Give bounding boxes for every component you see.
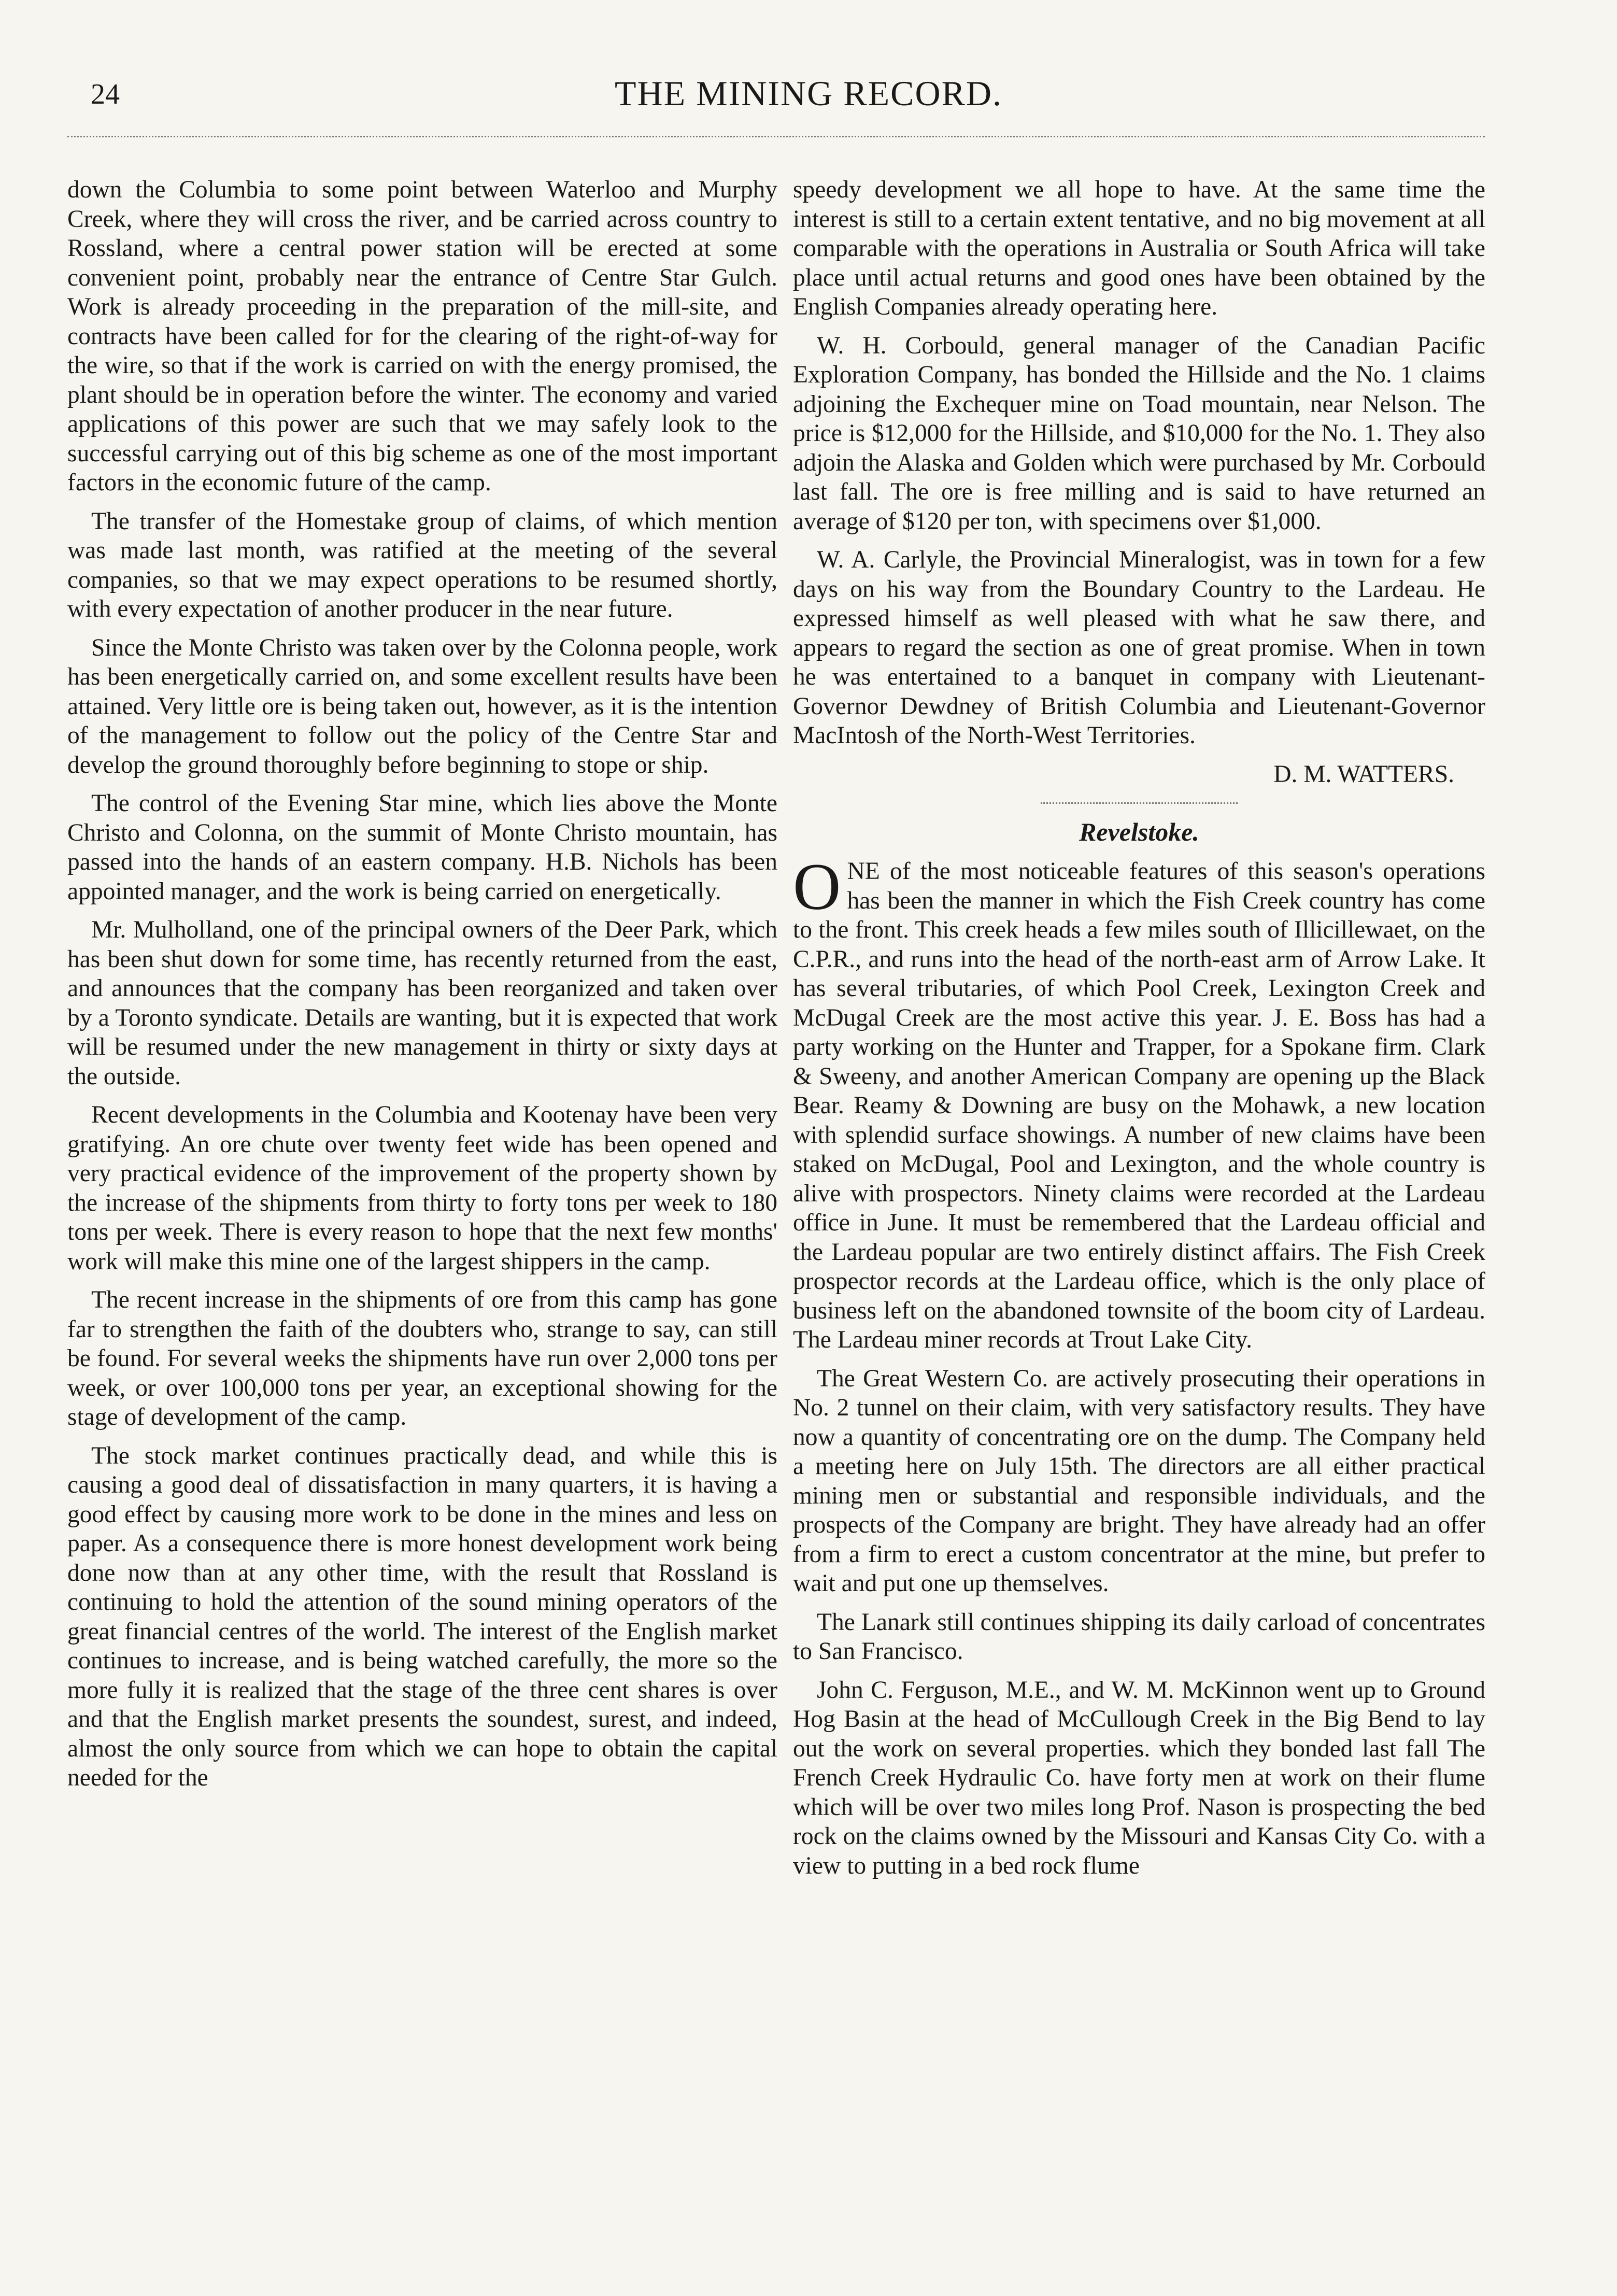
paragraph: The Great Western Co. are actively prosecuting their operations in No. 2 tunnel on their claim, with very satisfactory results. They have now a quantity of concentrating ore on the dump. The Company held a meeting here on July 15th. The directors are all either practical mining men or substantial and responsible individuals, and the prospects of the Company are bright. They have already had an offer from a firm to erect a custom concentrator at the mine, but prefer to wait and put one up themselves. bbox=[793, 1365, 1485, 1597]
lead-paragraph bbox=[793, 850, 1485, 1355]
right-column bbox=[793, 175, 1485, 1890]
paragraph: down the Columbia to some point between Waterloo and Murphy Creek, where they will cross the river, and be carried across country to Rossland, where a central power station will be erected at some convenient point, probably near the entrance of Centre Star Gulch. Work is already proceeding in the preparation of the mill-site, and contracts have been called for for the clearing of the right-of-way for the wire, so that if the work is carried on with the energy promised, the plant should be in operation before the winter. The economy and varied applications of this power are such that we may safely look to the successful carrying out of this big scheme as one of the most important factors in the economic future of the camp. bbox=[67, 176, 777, 496]
paragraph: W. A. Carlyle, the Provincial Mineralogist, was in town for a few days on his way from the Boundary Country to the Lardeau. He expressed himself as well pleased with what he saw there, and appears to regard the section as one of great promise. When in town he was entertained to a banquet in company with Lieutenant-Governor Dewdney of British Columbia and Lieutenant-Governor MacIntosh of the North-West Territories. bbox=[793, 546, 1485, 749]
lead-text: of the most noticeable features of this season's operations has been the manner in which the Fish Creek country has come to the front. This creek heads a few miles south of Illicillewaet, on the C.P.R., and runs into the head of the north-east arm of Arrow Lake. It has several tributaries, of which Pool Creek, Lexington Creek and McDugal Creek are the most active this year. J. E. Boss has had a party working on the Hunter and Trapper, for a Spokane firm. Clark & Sweeny, and another American Company are opening up the Black Bear. Reamy & Downing are busy on the Mohawk, a new location with splendid surface showings. A number of new claims have been staked on McDugal, Pool and Lexington, and the whole country is alive with prospectors. Ninety claims were recorded at the Lardeau office in June. It must be remembered that the Lardeau official and the Lardeau popular are two entirely distinct affairs. The Fish Creek prospector records at the Lardeau office, which is the only place of business left on the abandoned townsite of the boom city of Lardeau. The Lardeau miner records at Trout Lake City. bbox=[793, 858, 1485, 1353]
drop-cap: O bbox=[793, 850, 841, 924]
paragraph: Recent developments in the Columbia and Kootenay have been very gratifying. An ore chute over twenty feet wide has been opened and very practical evidence of the improvement of the property shown by the increase of the shipments from thirty to forty tons per week to 180 tons per week. There is every reason to hope that the next few months' work will make this mine one of the largest shippers in the camp. bbox=[67, 1101, 777, 1275]
paragraph: Since the Monte Christo was taken over by the Colonna people, work has been energetically carried on, and some excellent results have been attained. Very little ore is being taken out, however, as it is the intention of the management to follow out the policy of the Centre Star and develop the ground thoroughly before beginning to stope or ship. bbox=[67, 634, 777, 778]
paragraph: The transfer of the Homestake group of claims, of which mention was made last month, was ratified at the meeting of the several companies, so that we may expect operations to be resumed shortly, with every expectation of another producer in the near future. bbox=[67, 507, 777, 622]
paragraph: The recent increase in the shipments of ore from this camp has gone far to strengthen the faith of the doubters who, strange to say, can still be found. For several weeks the shipments have run over 2,000 tons per week, or over 100,000 tons per year, an exceptional showing for the stage of development of the camp. bbox=[67, 1286, 777, 1430]
paragraph: John C. Ferguson, M.E., and W. M. McKinnon went up to Ground Hog Basin at the head of McCullough Creek in the Big Bend to lay out the work on several properties. which they bonded last fall The French Creek Hydraulic Co. have forty men at work on their flume which will be over two miles long Prof. Nason is prospecting the bed rock on the claims owned by the Missouri and Kansas City Co. with a view to putting in a bed rock flume bbox=[793, 1676, 1485, 1879]
paragraph: The stock market continues practically dead, and while this is causing a good deal of dissatisfaction in many quarters, it is having a good effect by causing more work to be done in the mines and less on paper. As a consequence there is more honest development work being done now than at any other time, with the result that Rossland is continuing to hold the attention of the sound mining operators of the great financial centres of the world. The interest of the English market continues to increase, and is being watched carefully, the more so the more fully it is realized that the stage of the three cent shares is over and that the English market presents the soundest, surest, and indeed, almost the only source from which we can hope to obtain the capital needed for the bbox=[67, 1442, 777, 1791]
running-head: THE MINING RECORD. bbox=[614, 74, 1003, 113]
section-divider bbox=[1041, 802, 1238, 804]
page-number: 24 bbox=[91, 78, 120, 110]
page-header bbox=[0, 0, 1617, 155]
left-column bbox=[67, 175, 777, 1802]
paragraph: speedy development we all hope to have. At the same time the interest is still to a certain extent tentative, and no big movement at all comparable with the operations in Australia or South Africa will take place until actual returns and good ones have been obtained by the English Companies already operating here. bbox=[793, 176, 1485, 320]
paragraph: W. H. Corbould, general manager of the Canadian Pacific Exploration Company, has bonded the Hillside and the No. 1 claims adjoining the Exchequer mine on Toad mountain, near Nelson. The price is $12,000 for the Hillside, and $10,000 for the No. 1. They also adjoin the Alaska and Golden which were purchased by Mr. Corbould last fall. The ore is free milling and is said to have returned an average of $120 per ton, with specimens over $1,000. bbox=[793, 332, 1485, 535]
paragraph: Mr. Mulholland, one of the principal owners of the Deer Park, which has been shut down for some time, has recently returned from the east, and announces that the company has been reorganized and taken over by a Toronto syndicate. Details are wanting, but it is expected that work will be resumed under the new management in thirty or sixty days at the outside. bbox=[67, 916, 777, 1090]
author-signature: D. M. WATTERS. bbox=[1273, 760, 1454, 788]
lead-caps: NE bbox=[847, 858, 880, 885]
paragraph: The Lanark still continues shipping its daily carload of concentrates to San Francisco. bbox=[793, 1608, 1485, 1665]
paragraph: The control of the Evening Star mine, which lies above the Monte Christo and Colonna, on the summit of Monte Christo mountain, has passed into the hands of an eastern company. H.B. Nichols has been appointed manager, and the work is being carried on energetically. bbox=[67, 790, 777, 905]
header-rule bbox=[67, 136, 1485, 137]
section-heading: Revelstoke. bbox=[1079, 817, 1199, 846]
